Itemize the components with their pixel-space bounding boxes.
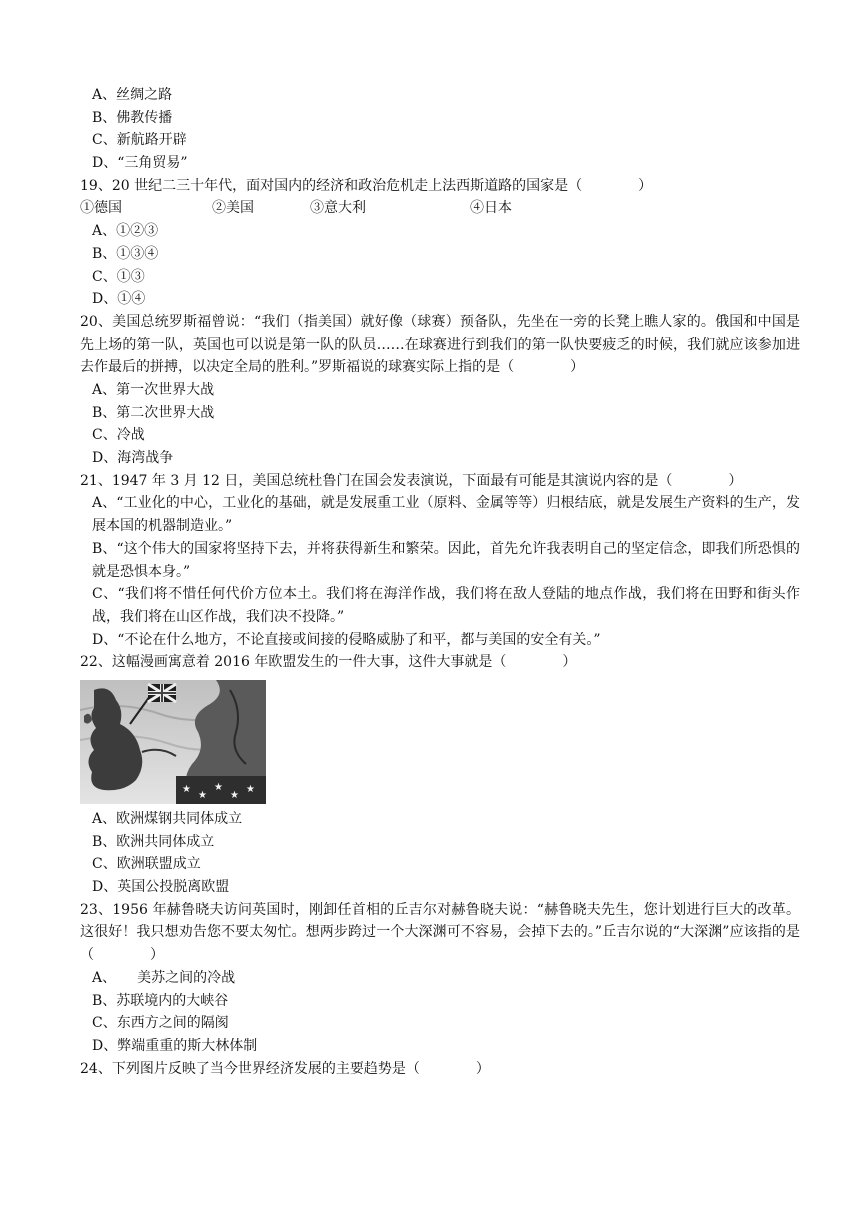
option-d: D、①④ xyxy=(92,291,146,308)
option-c: C、新航路开辟 xyxy=(92,132,187,149)
question-stem: 21、1947 年 3 月 12 日，美国总统杜鲁门在国会发表演说，下面最有可能是其演说内容的是（ ） xyxy=(80,472,743,489)
option-a: A、 美苏之间的冷战 xyxy=(92,969,236,986)
svg-text:★: ★ xyxy=(246,784,255,796)
option-a: A、欧洲煤钢共同体成立 xyxy=(92,811,243,828)
option-d: D、海湾战争 xyxy=(92,450,174,467)
question-stem: 22、这幅漫画寓意着 2016 年欧盟发生的一件大事，这件大事就是（ ） xyxy=(80,654,577,671)
option-a: A、第一次世界大战 xyxy=(92,381,215,398)
option-b: B、第二次世界大战 xyxy=(92,404,215,421)
option-a: A、①②③ xyxy=(92,223,159,240)
question-22 xyxy=(80,651,800,898)
option-a: A、丝绸之路 xyxy=(92,87,173,103)
option-d: D、“不论在什么地方，不论直接或间接的侵略威胁了和平，都与美国的安全有关。” xyxy=(92,631,601,648)
question-23 xyxy=(80,899,800,1058)
svg-text:★: ★ xyxy=(214,782,223,794)
question-19 xyxy=(80,175,800,311)
question-24 xyxy=(80,1058,800,1081)
brexit-cartoon-image xyxy=(80,680,266,804)
exam-page xyxy=(80,84,800,1080)
option-b: B、①③④ xyxy=(92,245,159,262)
svg-text:★: ★ xyxy=(182,784,191,796)
option-c: C、东西方之间的隔阂 xyxy=(92,1015,229,1032)
svg-text:★: ★ xyxy=(230,790,239,802)
option-c: C、“我们将不惜任何代价方位本土。我们将在海洋作战，我们将在敌人登陆的地点作战，我们将在田野和街头作战，我们将在山区作战，我们决不投降。” xyxy=(92,586,800,625)
choice-4: ④日本 xyxy=(470,200,512,217)
option-d: D、弊端重重的斯大林体制 xyxy=(92,1037,258,1054)
choice-3: ③意大利 xyxy=(310,200,366,217)
option-c: C、冷战 xyxy=(92,427,145,444)
option-d: D、英国公投脱离欧盟 xyxy=(92,879,230,896)
question-stem: 20、美国总统罗斯福曾说：“我们（指美国）就好像（球赛）预备队，先坐在一旁的长凳上瞧人家的。俄国和中国是先上场的第一队，英国也可以说是第一队的队员……在球赛进行到我们的第一队快要疲乏的时候，我们就应该参加进去作最后的拼搏，以决定全局的胜利。”罗斯福说的球赛实际上指的是（ ） xyxy=(80,313,800,376)
option-b: B、欧洲共同体成立 xyxy=(92,833,215,850)
question-stem: 23、1956 年赫鲁晓夫访问英国时，刚卸任首相的丘吉尔对赫鲁晓夫说：“赫鲁晓夫先生，您计划进行巨大的改革。这很好！我只想劝告您不要太匆忙。想两步跨过一个大深渊可不容易，会掉下去的。”丘吉尔说的“大深渊”应该指的是（ ） xyxy=(80,901,800,964)
question-21 xyxy=(80,470,800,652)
svg-text:★: ★ xyxy=(198,790,207,802)
option-b: B、“这个伟大的国家将坚持下去，并将获得新生和繁荣。因此，首先允许我表明自己的坚定信念，即我们所恐惧的就是恐惧本身。” xyxy=(92,540,800,580)
option-c: C、①③ xyxy=(92,268,145,285)
option-b: B、佛教传播 xyxy=(92,109,173,126)
option-a: A、“工业化的中心，工业化的基础，就是发展重工业（原料、金属等等）归根结底，就是发展生产资料的生产，发展本国的机器制造业。” xyxy=(92,495,800,535)
option-d: D、“三角贸易” xyxy=(92,155,188,172)
question-stem: 19、20 世纪二三十年代，面对国内的经济和政治危机走上法西斯道路的国家是（ ） xyxy=(80,177,653,194)
question-18-options xyxy=(80,84,800,175)
choice-2: ②美国 xyxy=(212,200,254,217)
option-b: B、苏联境内的大峡谷 xyxy=(92,992,229,1009)
option-c: C、欧洲联盟成立 xyxy=(92,856,201,873)
question-20 xyxy=(80,311,800,470)
choice-1: ①德国 xyxy=(80,200,122,217)
numbered-choices xyxy=(80,197,800,220)
question-stem: 24、下列图片反映了当今世界经济发展的主要趋势是（ ） xyxy=(80,1060,490,1077)
